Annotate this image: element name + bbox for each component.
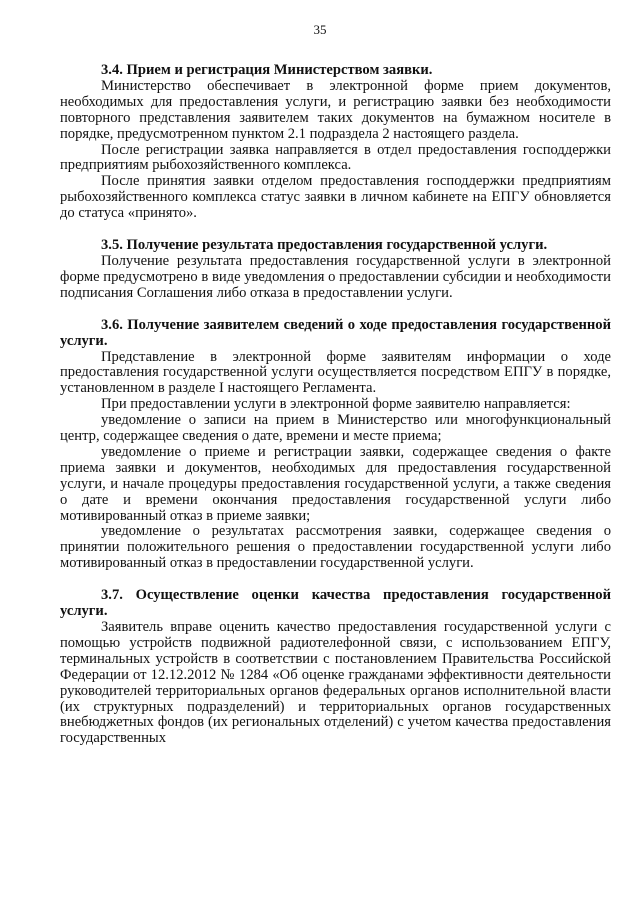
spacer — [60, 572, 611, 588]
document-body — [60, 63, 611, 747]
page-number: 35 — [313, 22, 327, 37]
section-3-7 — [60, 588, 611, 747]
section-3-6 — [60, 318, 611, 573]
paragraph: После регистрации заявка направляется в отдел предоставления господдержки предприятиям рыбохозяйственного комплекса. — [60, 141, 611, 174]
paragraph: Министерство обеспечивает в электронной форме прием документов, необходимых для предоставления услуги, и регистрацию заявки без необходимости повторного представления заявителем таких документов на бумажном носителе в порядке, предусмотренном пунктом 2.1 подраздела 2 настоящего раздела. — [60, 77, 611, 142]
paragraph: При предоставлении услуги в электронной форме заявителю направляется: — [101, 396, 571, 413]
section-3-5 — [60, 238, 611, 302]
paragraph: уведомление о результатах рассмотрения заявки, содержащее сведения о принятии положительного решения о предоставлении государственной услуги либо мотивированный отказ в предоставлении государственной услуги. — [60, 523, 611, 572]
spacer — [60, 222, 611, 238]
paragraph: После принятия заявки отделом предоставления господдержки предприятиям рыбохозяйственного комплекса статус заявки в личном кабинете на ЕПГУ обновляется до статуса «принято». — [60, 173, 611, 222]
paragraph: Заявитель вправе оценить качество предоставления государственной услуги с помощью устройств подвижной радиотелефонной связи, с использованием ЕПГУ, терминальных устройств в соответствии с постановлением Правительства Российской Федерации от 12.12.2012 № 1284 «Об оценке гражданами эффективности деятельности руководителей территориальных органов федеральных органов исполнительной власти (их структурных подразделений) и территориальных органов государственных внебюджетных фондов (их региональных отделений) с учетом качества предоставления государственных — [60, 619, 611, 747]
paragraph: уведомление о записи на прием в Министерство или многофункциональный центр, содержащее сведения о дате, времени и месте приема; — [60, 412, 611, 445]
paragraph: Получение результата предоставления государственной услуги в электронной форме предусмотрено в виде уведомления о предоставлении субсидии и необходимости подписания Соглашения либо отказа в предоставлении услуги. — [60, 252, 611, 301]
section-3-4 — [60, 63, 611, 222]
paragraph: Представление в электронной форме заявителям информации о ходе предоставления государственной услуги осуществляется посредством ЕПГУ в порядке, установленном в разделе I настоящего Регламента. — [60, 348, 611, 397]
spacer — [60, 302, 611, 318]
paragraph: уведомление о приеме и регистрации заявки, содержащее сведения о факте приема заявки и документов, необходимых для предоставления государственной услуги, и начале процедуры предоставления государственной услуги, а также сведения о дате и времени окончания предоставления государственной услуги либо мотивированный отказ в приеме заявки; — [60, 443, 611, 524]
section-heading: 3.4. Прием и регистрация Министерством заявки. — [101, 62, 433, 78]
section-heading: 3.6. Получение заявителем сведений о ходе предоставления государственной услуги. — [60, 316, 611, 349]
section-heading: 3.7. Осуществление оценки качества предоставления государственной услуги. — [60, 587, 611, 620]
section-heading: 3.5. Получение результата предоставления государственной услуги. — [101, 237, 548, 254]
